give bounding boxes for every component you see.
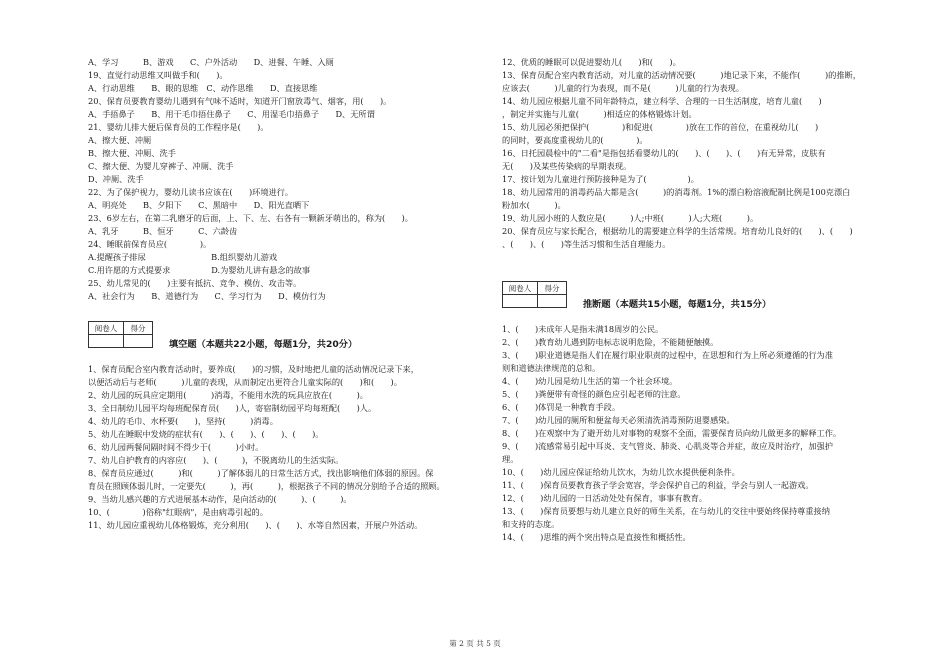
question-line: 24、睡眠前保育员应( )。 — [88, 239, 212, 249]
page-footer: 第 2 页 共 5 页 — [449, 639, 501, 648]
question-line: ，制定并实施与儿童( )相适应的体格锻炼计划。 — [502, 109, 697, 119]
question-line: C、擦大便、为婴儿穿裤子、冲厕、洗手 — [88, 161, 234, 171]
question-line: A、行动思维 B、眼的思维 C、动作思维 D、直接思维 — [88, 83, 318, 93]
question-line: 21、婴幼儿排大便后保育员的工作程序是( )。 — [88, 122, 269, 132]
left-part1 — [88, 56, 486, 303]
question-line: 14、( )思维的两个突出特点是直接性和概括性。 — [502, 532, 691, 542]
score-cell — [124, 335, 153, 348]
question-line: 14、幼儿园应根据儿童不同年龄特点，建立科学、合理的一日生活制度，培育儿童( ) — [502, 96, 822, 106]
grader-cell — [89, 335, 124, 348]
right-part1 — [502, 56, 904, 251]
question-line: 粉加水( )。 — [502, 200, 566, 210]
question-line: 理。 — [502, 454, 519, 464]
grader-cell — [503, 295, 538, 308]
question-line: 10、( )幼儿园应保证给幼儿饮水，为幼儿饮水提供便利条件。 — [502, 467, 740, 477]
question-line: 3、全日制幼儿园平均每班配保育员( )人，寄宿制幼园平均每班配( )人。 — [88, 403, 377, 413]
section-title-fill-in: 填空题（本题共22小题，每题1分，共20分） — [169, 339, 358, 350]
question-line: 5、( )粪便带有奇怪的颜色应引起老师的注意。 — [502, 389, 686, 399]
question-line: 20、保育员应与家长配合，根据幼儿的需要建立科学的生活常规。培育幼儿良好的( )、( ) — [502, 226, 853, 236]
question-line: 18、幼儿园常用的消毒药品大都是含( )的消毒剂。1%的漂白粉溶液配制比例是100克漂白 — [502, 187, 851, 197]
question-line: 16、日托园晨检中的"二看"是指包括看婴幼儿的( )、( )、( )有无异常，皮肤有 — [502, 148, 826, 158]
question-line: 的同时，要高度重视幼儿的( )。 — [502, 135, 648, 145]
question-line: 1、( )未成年人是指未满18周岁的公民。 — [502, 324, 664, 334]
question-line: 育员在照顾体弱儿时，一定要先( )，再( )，根据孩子不同的情况分别给予合适的照顾。 — [88, 481, 445, 491]
right-part2 — [502, 323, 904, 544]
question-line: 9、( )流感常易引起中耳炎、支气管炎、肺炎、心肌炎等合并症，故应及时治疗，加强护 — [502, 441, 833, 451]
question-line: A、乳牙 B、恒牙 C、六龄齿 — [88, 226, 238, 236]
question-line: 22、为了保护视力，婴幼儿读书应该在( )环境进行。 — [88, 187, 294, 197]
question-line: 6、幼儿园两餐间隔时间不得少于( )小时。 — [88, 442, 264, 452]
question-line: A、手捂鼻子 B、用干毛巾捂住鼻子 C、用湿毛巾捂鼻子 D、无所谓 — [88, 109, 375, 119]
question-line: A、学习 B、游戏 C、户外活动 D、进餐、午睡、入厕 — [88, 57, 334, 67]
question-line: 12、优质的睡眠可以促进婴幼儿( )和( )。 — [502, 57, 681, 67]
question-line: 和支持的态度。 — [502, 519, 560, 529]
right-column — [502, 56, 904, 544]
question-line: 8、保育员应通过( )和( )了解体弱儿的日常生活方式，找出影响他们体弱的原因。保 — [88, 468, 434, 478]
question-line: 4、幼儿的毛巾、水杯要( )，坚持( )消毒。 — [88, 416, 278, 426]
question-line: 25、幼儿常见的( )主要有抵抗、竞争、模仿、攻击等。 — [88, 278, 302, 288]
question-line: 12、( )幼儿园的一日活动处处有保育，事事有教育。 — [502, 493, 708, 503]
question-line: 以便活动后与老师( )儿童的表现，从而制定出更符合儿童实际的( )和( )。 — [88, 377, 402, 387]
score-label: 得分 — [124, 322, 153, 335]
score-cell — [538, 295, 567, 308]
question-line: 15、幼儿园必须把保护( )和促进( )放在工作的首位，在重视幼儿( ) — [502, 122, 819, 132]
left-part2 — [88, 363, 486, 532]
question-line: 19、直觉行动思维又叫做手和( )。 — [88, 70, 228, 80]
score-label: 得分 — [538, 282, 567, 295]
question-line: C.用许愿的方式提要求 D.为婴幼儿讲有悬念的故事 — [88, 265, 311, 275]
section-title-true-false: 推断题（本题共15小题，每题1分，共15分） — [583, 299, 772, 310]
question-line: 7、( )幼儿园的厕所和便盆每天必须清洗消毒预防退婴感染。 — [502, 415, 735, 425]
question-line: B、擦大便、冲厕、洗手 — [88, 148, 176, 158]
question-line: 13、( )保育员要想与幼儿建立良好的师生关系，在与幼儿的交往中要始终保持尊重接纳 — [502, 506, 830, 516]
score-section-judge — [502, 281, 904, 317]
question-line: 6、( )体罚是一种教育手段。 — [502, 402, 621, 412]
question-line: 7、幼儿自护教育的内容应( )、( )，不脱离幼儿的生活实际。 — [88, 455, 344, 465]
question-line: 3、( )职业道德是指人们在履行职业职责的过程中，在思想和行为上所必须遵循的行为准 — [502, 350, 833, 360]
question-line: 9、当幼儿感兴趣的方式进展基本动作，是向活动的( )、( )。 — [88, 494, 352, 504]
question-line: 20、保育员要教育婴幼儿遇到有气味不适时，知道开门窗放毒气、烟客，用( )。 — [88, 96, 392, 106]
question-line: 11、( )保育员要教育孩子学会宽容，学会保护自己的利益，学会与别人一起游戏。 — [502, 480, 814, 490]
grader-label: 阅卷人 — [503, 282, 538, 295]
question-line: 4、( )幼儿园是幼儿生活的第一个社会环境。 — [502, 376, 678, 386]
question-line: 17、按计划为儿童进行预防接种是为了( )。 — [502, 174, 699, 184]
score-section-fill — [88, 321, 486, 357]
left-column — [88, 56, 486, 532]
question-line: A.提醒孩子排尿 B.组织婴幼儿游戏 — [88, 252, 278, 262]
question-line: 2、( )教育幼儿遇到防电标志说明危险，不能随便触摸。 — [502, 337, 719, 347]
question-line: 5、幼儿在睡眠中发烧的症状有( )、( )、( )、( )。 — [88, 429, 324, 439]
question-line: 2、幼儿园的玩具应定期用( )消毒，不能用水洗的玩具应放在( )。 — [88, 390, 368, 400]
score-box — [502, 281, 567, 308]
question-line: 应该去( )儿童的行为表现，而不是( )儿童的行为表现。 — [502, 83, 745, 93]
grader-label: 阅卷人 — [89, 322, 124, 335]
question-line: 10、( )俗称"红眼病"，是由病毒引起的。 — [88, 507, 268, 517]
question-line: 1、保育员配合室内教育活动时，要养成( )的习惯，及时地把儿童的活动情况记录下来， — [88, 364, 419, 374]
question-line: 23、6岁左右，在第二乳磨牙的后面，上、下、左、右各有一颗新牙萌出的，称为( )。 — [88, 213, 413, 223]
question-line: 11、幼儿园应重视幼儿体格锻炼，充分利用( )、( )、水等自然因素，开展户外活动。 — [88, 520, 423, 530]
question-line: A、社会行为 B、道德行为 C、学习行为 D、模仿行为 — [88, 291, 326, 301]
question-line: 19、幼儿园小班的人数应是( )人;中班( )人;大班( )。 — [502, 213, 759, 223]
question-line: 无( )及某些传染病的早期表现。 — [502, 161, 632, 171]
score-box — [88, 321, 153, 348]
question-line: 8、( )在观察中为了避开幼儿对事物的观察不全面，需要保育员向幼儿做更多的解释工作。 — [502, 428, 842, 438]
question-line: D、冲厕、洗手 — [88, 174, 144, 184]
question-line: A、明亮处 B、夕阳下 C、黑暗中 D、阳光直晒下 — [88, 200, 310, 210]
question-line: 、( )、( )等生活习惯和生活自理能力。 — [502, 239, 671, 249]
question-line: A、擦大便、冲厕 — [88, 135, 152, 145]
question-line: 则和道德法律规范的总和。 — [502, 363, 601, 373]
question-line: 13、保育员配合室内教育活动，对儿童的活动情况要( )地记录下来，不能作( )的推断， — [502, 70, 861, 80]
